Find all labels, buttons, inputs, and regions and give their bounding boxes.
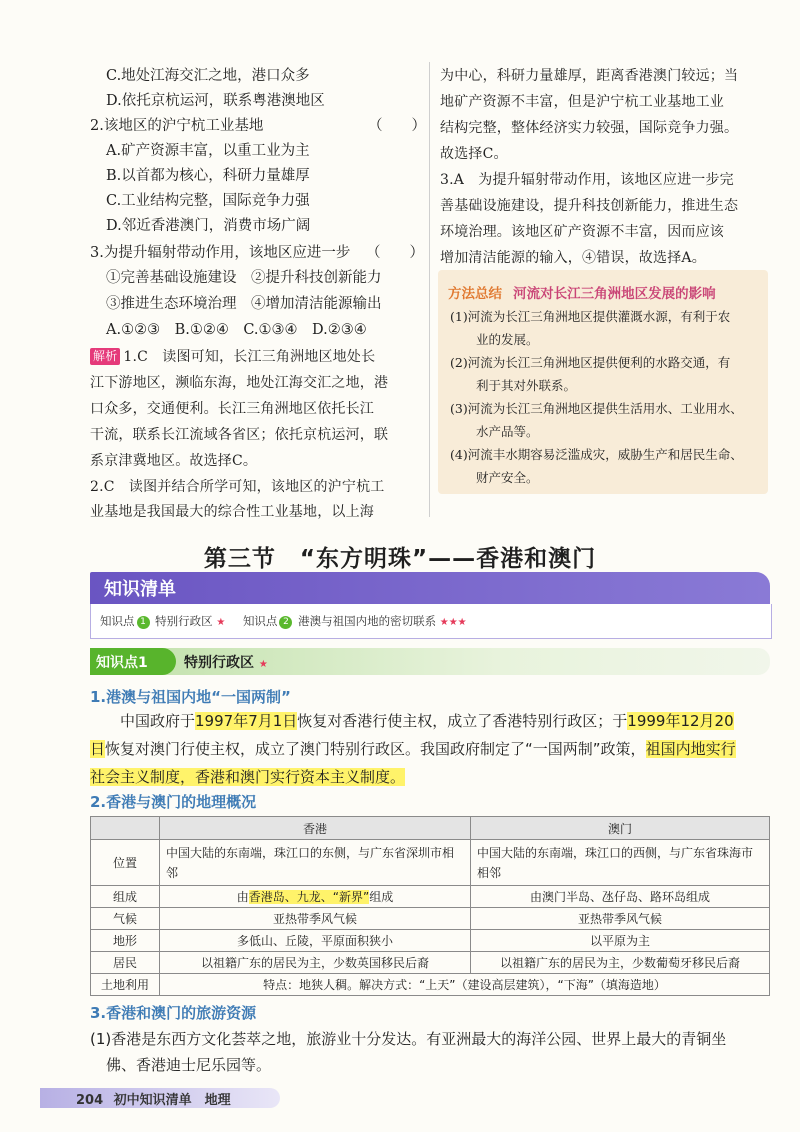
question-3-paren: （ ） xyxy=(366,245,424,261)
explanation-line-3: 口众多，交通便利。长江三角洲地区依托长江 xyxy=(90,401,374,417)
option-2c: C.地处江海交汇之地，港口众多 xyxy=(106,68,310,84)
table-header-hk: 香港 xyxy=(160,817,471,840)
choice-12: ①完善基础设施建设 ②提升科技创新能力 xyxy=(106,270,382,286)
explanation-line-7: 业基地是我国最大的综合性工业基地，以上海 xyxy=(90,504,374,520)
method-title: 河流对长江三角洲地区发展的影响 xyxy=(513,286,716,302)
option-2d: D.依托京杭运河，联系粤港澳地区 xyxy=(106,93,325,109)
table-header-blank xyxy=(91,817,160,840)
option-a: A.矿产资源丰富，以重工业为主 xyxy=(106,143,310,159)
right-line-2: 地矿产资源不丰富，但是沪宁杭工业基地工业 xyxy=(440,94,724,110)
para1-line3: 社会主义制度，香港和澳门实行资本主义制度。 xyxy=(90,768,406,786)
right-line-6: 善基础设施建设，提升科技创新能力，推进生态 xyxy=(440,198,739,214)
para1-line1: 中国政府于1997年7月1日恢复对香港行使主权，成立了香港特别行政区；于1999年12月20 xyxy=(120,712,734,730)
explanation-line-1: 解析 1.C 读图可知，长江三角洲地区地处长 xyxy=(90,345,375,370)
table-row: 位置 中国大陆的东南端，珠江口的东侧，与广东省深圳市相邻 中国大陆的东南端，珠江口的西侧，与广东省珠海市相邻 xyxy=(91,840,770,886)
knowledge-point-number: 知识点1 xyxy=(96,655,148,671)
method-tag: 方法总结 xyxy=(448,286,502,302)
table-header-macau: 澳门 xyxy=(471,817,770,840)
para1-line2: 日恢复对澳门行使主权，成立了澳门特别行政区。我国政府制定了“一国两制”政策，祖国内地实行 xyxy=(90,740,736,758)
method-item-1a: (1)河流为长江三角洲地区提供灌溉水源，有利于农 xyxy=(450,309,731,324)
option-c: C.工业结构完整，国际竞争力强 xyxy=(106,193,310,209)
table-row: 气候 亚热带季风气候 亚热带季风气候 xyxy=(91,908,770,930)
knowledge-points-row: 知识点 1 特别行政区 ★ 知识点 2 港澳与祖国内地的密切联系 ★★★ xyxy=(100,614,467,628)
kp2-number: 2 xyxy=(279,616,292,629)
explanation-line-6: 2.C 读图并结合所学可知，该地区的沪宁杭工 xyxy=(90,479,385,495)
knowledge-point-title: 特别行政区 ★ xyxy=(184,655,268,671)
table-row: 居民 以祖籍广东的居民为主，少数英国移民后裔 以祖籍广东的居民为主，少数葡萄牙移民后裔 xyxy=(91,952,770,974)
option-b: B.以首都为核心，科研力量雄厚 xyxy=(106,168,310,184)
geography-table xyxy=(90,816,770,996)
kp2-stars: ★★★ xyxy=(439,617,467,628)
table-row: 组成 由香港岛、九龙、“新界”组成 由澳门半岛、氹仔岛、路环岛组成 xyxy=(91,886,770,908)
method-item-2b: 利于其对外联系。 xyxy=(476,378,577,393)
date-hk-return: 1997年7月1日 xyxy=(195,712,298,730)
explanation-line-5: 系京津冀地区。故选择C。 xyxy=(90,453,258,469)
tourism-line-2: 佛、香港迪士尼乐园等。 xyxy=(106,1056,272,1074)
table-row: 地形 多低山、丘陵，平原面积狭小 以平原为主 xyxy=(91,930,770,952)
method-item-2a: (2)河流为长江三角洲地区提供便利的水路交通，有 xyxy=(450,355,731,370)
method-item-3a: (3)河流为长江三角洲地区提供生活用水、工业用水、 xyxy=(450,401,743,416)
heading-tourism: 3.香港和澳门的旅游资源 xyxy=(90,1004,257,1022)
jiexi-tag: 解析 xyxy=(90,348,120,365)
heading-one-country-two-systems: 1.港澳与祖国内地“一国两制” xyxy=(90,688,291,706)
kp1-number: 1 xyxy=(137,616,150,629)
right-line-5: 3.A 为提升辐射带动作用，该地区应进一步完 xyxy=(440,172,734,188)
option-d: D.邻近香港澳门，消费市场广阔 xyxy=(106,218,311,234)
column-divider xyxy=(429,62,430,517)
explanation-line-4: 干流，联系长江流域各省区；依托京杭运河，联 xyxy=(90,427,389,443)
right-line-8: 增加清洁能源的输入，④错误，故选择A。 xyxy=(440,250,706,266)
answer-options: A.①②③ B.①②④ C.①③④ D.②③④ xyxy=(106,322,367,338)
right-line-3: 结构完整，整体经济实力较强，国际竞争力强。 xyxy=(440,120,739,136)
kp1-label: 特别行政区 xyxy=(155,614,213,628)
method-item-1b: 业的发展。 xyxy=(476,332,539,347)
method-item-3b: 水产品等。 xyxy=(476,424,539,439)
method-item-4b: 财产安全。 xyxy=(476,470,539,485)
explanation-line-2: 江下游地区，濒临东海，地处江海交汇之地，港 xyxy=(90,375,389,391)
table-row: 土地利用 特点：地狭人稠。解决方式：“上天”（建设高层建筑），“下海”（填海造地） xyxy=(91,974,770,996)
section-title: 第三节 “东方明珠”——香港和澳门 xyxy=(203,546,597,572)
heading-geography-overview: 2.香港与澳门的地理概况 xyxy=(90,793,257,811)
kp1-stars: ★ xyxy=(216,617,226,628)
question-2-paren: （ ） xyxy=(368,118,426,134)
question-2: 2.该地区的沪宁杭工业基地 xyxy=(90,118,264,134)
knowledge-list-banner xyxy=(90,572,770,604)
table-header-row xyxy=(91,817,770,840)
book-title: 初中知识清单 地理 xyxy=(113,1093,231,1108)
question-3: 3.为提升辐射带动作用，该地区应进一步 xyxy=(90,245,351,261)
date-macau-return: 1999年12月20 xyxy=(627,712,734,730)
method-summary-header xyxy=(448,282,716,302)
footer xyxy=(76,1089,231,1108)
right-line-1: 为中心，科研力量雄厚，距离香港澳门较远；当 xyxy=(440,68,739,84)
method-item-4a: (4)河流丰水期容易泛滥成灾，威胁生产和居民生命、 xyxy=(450,447,743,462)
right-line-7: 环境治理。该地区矿产资源不丰富，因而应该 xyxy=(440,224,724,240)
page-number: 204 xyxy=(76,1093,104,1108)
knowledge-list-title: 知识清单 xyxy=(104,579,176,600)
right-line-4: 故选择C。 xyxy=(440,146,508,162)
kp2-label: 港澳与祖国内地的密切联系 xyxy=(298,614,437,628)
choice-34: ③推进生态环境治理 ④增加清洁能源输出 xyxy=(106,296,382,312)
tourism-line-1: (1)香港是东西方文化荟萃之地，旅游业十分发达。有亚洲最大的海洋公园、世界上最大的青铜坐 xyxy=(90,1030,727,1048)
